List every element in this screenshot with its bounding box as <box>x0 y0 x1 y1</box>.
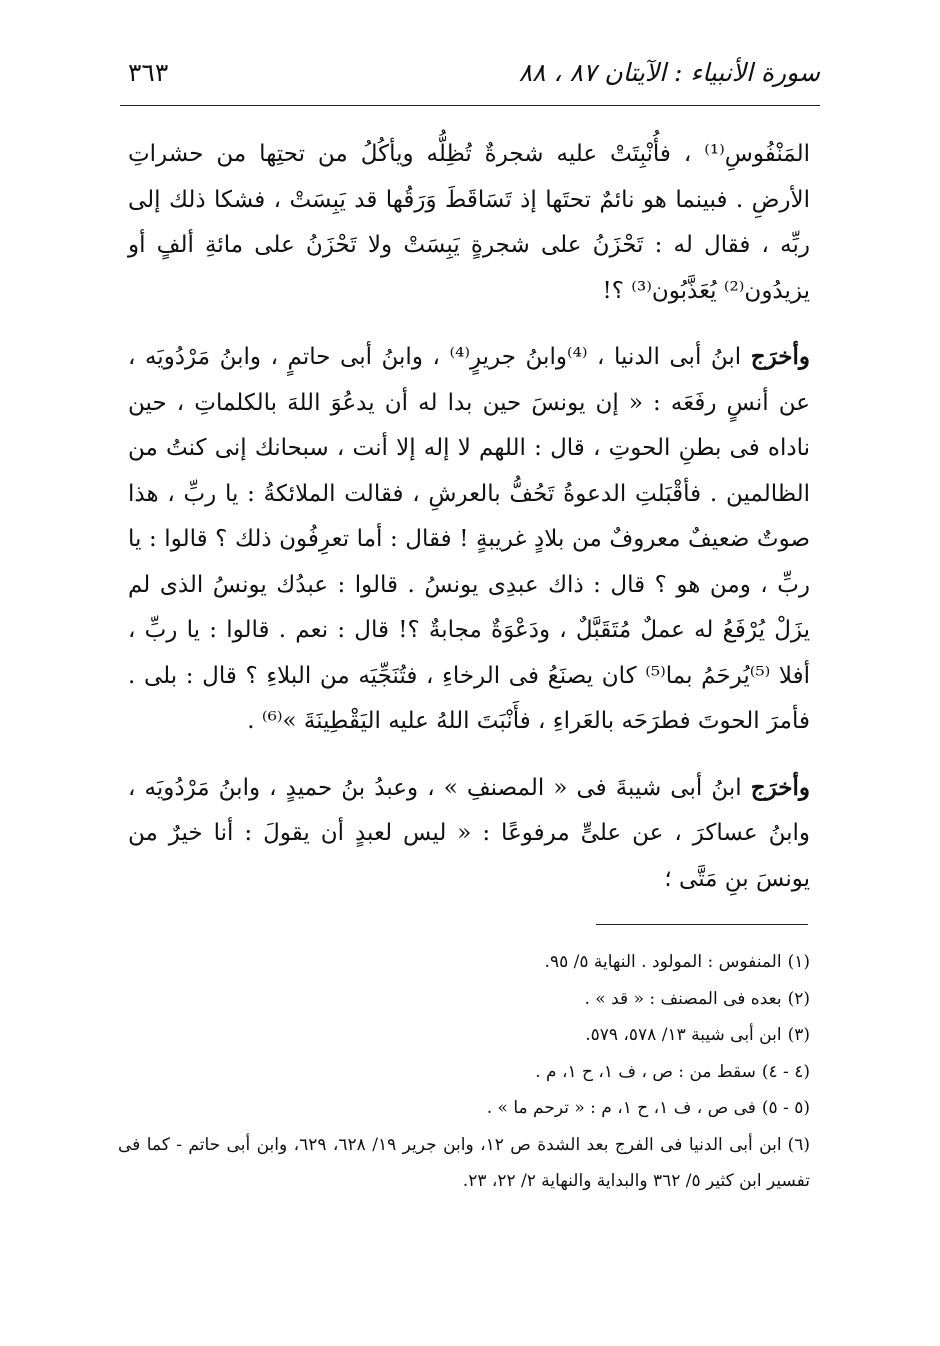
footnote-divider <box>596 924 808 925</box>
footnote-text: سقط من : ص ، ف ١، ح ١، م . <box>535 1061 756 1082</box>
footnote-number: (٣) <box>787 1025 810 1045</box>
footnote-number: (٢) <box>787 988 810 1009</box>
paragraph-text: ابنُ أبى الدنيا ، ⁽⁴⁾وابنُ جريرٍ⁽⁴⁾ ، وابنُ أبى حاتمٍ ، وابنُ مَرْدُويَه ، عن أنسٍ رفَعَه : « إن يونسَ حين بدا له أن يدعُوَ اللهَ بالكلماتِ ، حين ناداه فى بطنِ الحوتِ ، قال : اللهم لا إله إلا أنت ، سبحانك إنى كنتُ من الظالمين . فأقْبَلتِ الدعوةُ تَحُفُّ بالعرشِ ، فقالت الملائكةُ : يا ربِّ ، هذا صوتٌ ضعيفٌ معروفٌ من بلادٍ غريبةٍ ! فقال : أما تعرِفُون ذلك ؟ قالوا : يا ربِّ ، ومن هو ؟ قال : ذاك عبدِى يونسُ . قالوا : عبدُك يونسُ الذى لم يزَلْ يُرْفَعُ له عملٌ مُتَقَبَّلٌ ، ودَعْوَةٌ مجابةٌ ؟! قال : نعم . قالوا : يا ربِّ ، أفلا ⁽⁵⁾يُرحَمُ بما⁽⁵⁾ كان يصنَعُ فى الرخاءِ ، فتُنَجِّيَه من البلاءِ ؟ قال : بلى . فأمرَ الحوتَ فطرَحَه بالعَراءِ ، فأَنْبَتَ اللهُ عليه اليَقْطِينَةَ »⁽⁶⁾ . <box>128 344 811 734</box>
paragraph-1 <box>128 132 810 314</box>
main-text <box>128 132 810 922</box>
footnote-3 <box>118 1017 810 1054</box>
paragraph-text: ابنُ أبى شيبةَ فى « المصنفِ » ، وعبدُ بنُ حميدٍ ، وابنُ مَرْدُويَه ، وابنُ عساكرَ ، عن علىٍّ مرفوعًا : « ليس لعبدٍ أن يقولَ : أنا خيرٌ من يونسَ بنِ مَتَّى ؛ <box>128 774 810 892</box>
paragraph-text: المَنْفُوسِ⁽¹⁾ ، فأُنْبِتَتْ عليه شجرةٌ تُظِلُّه ويأكُلُ من تحتِها من حشراتِ الأرضِ . فبينما هو نائمٌ تحتَها إذ تَسَاقَطَ وَرَقُها قد يَبِسَتْ ، فشكا ذلك إلى ربِّه ، فقال له : تَحْزَنُ على شجرةٍ يَبِسَتْ ولا تَحْزَنُ على مائةِ ألفٍ أو يزيدُون⁽²⁾ يُعَذَّبُون⁽³⁾ ؟! <box>128 141 810 304</box>
page-number: ٣٦٣ <box>128 58 169 87</box>
page-header <box>120 58 820 98</box>
footnote-number: (٥ - ٥) <box>761 1098 810 1118</box>
paragraph-3 <box>128 765 810 903</box>
footnotes <box>118 944 810 1200</box>
header-divider <box>120 105 820 106</box>
footnote-1 <box>118 944 810 981</box>
footnote-number: (٤ - ٤) <box>761 1061 810 1082</box>
footnote-text: ابن أبى شيبة ١٣/ ٥٧٨، ٥٧٩. <box>585 1025 782 1045</box>
footnote-4 <box>118 1054 810 1091</box>
footnote-text: ابن أبى الدنيا فى الفرج بعد الشدة ص ١٢، وابن جرير ١٩/ ٦٢٨، ٦٢٩، وابن أبى حاتم - كما فى تفسير ابن كثير ٥/ ٣٦٢ والبداية والنهاية ٢/ ٢٢، ٢٣. <box>118 1134 810 1191</box>
footnote-text: بعده فى المصنف : « قد » . <box>584 988 782 1009</box>
footnote-6 <box>118 1127 810 1200</box>
footnote-number: (٦) <box>787 1134 810 1155</box>
paragraph-lead-word: وأخرَج <box>750 773 810 801</box>
running-title: سورة الأنبياء : الآيتان ٨٧ ، ٨٨ <box>518 58 820 87</box>
paragraph-lead-word: وأخرَج <box>750 343 811 370</box>
footnote-2 <box>118 981 810 1018</box>
footnote-5 <box>118 1090 810 1127</box>
footnote-text: المنفوس : المولود . النهاية ٥/ ٩٥. <box>544 952 782 972</box>
footnote-text: فى ص ، ف ١، ح ١، م : « ترحم ما » . <box>486 1098 756 1118</box>
footnote-number: (١) <box>787 952 810 972</box>
paragraph-2 <box>128 334 810 745</box>
